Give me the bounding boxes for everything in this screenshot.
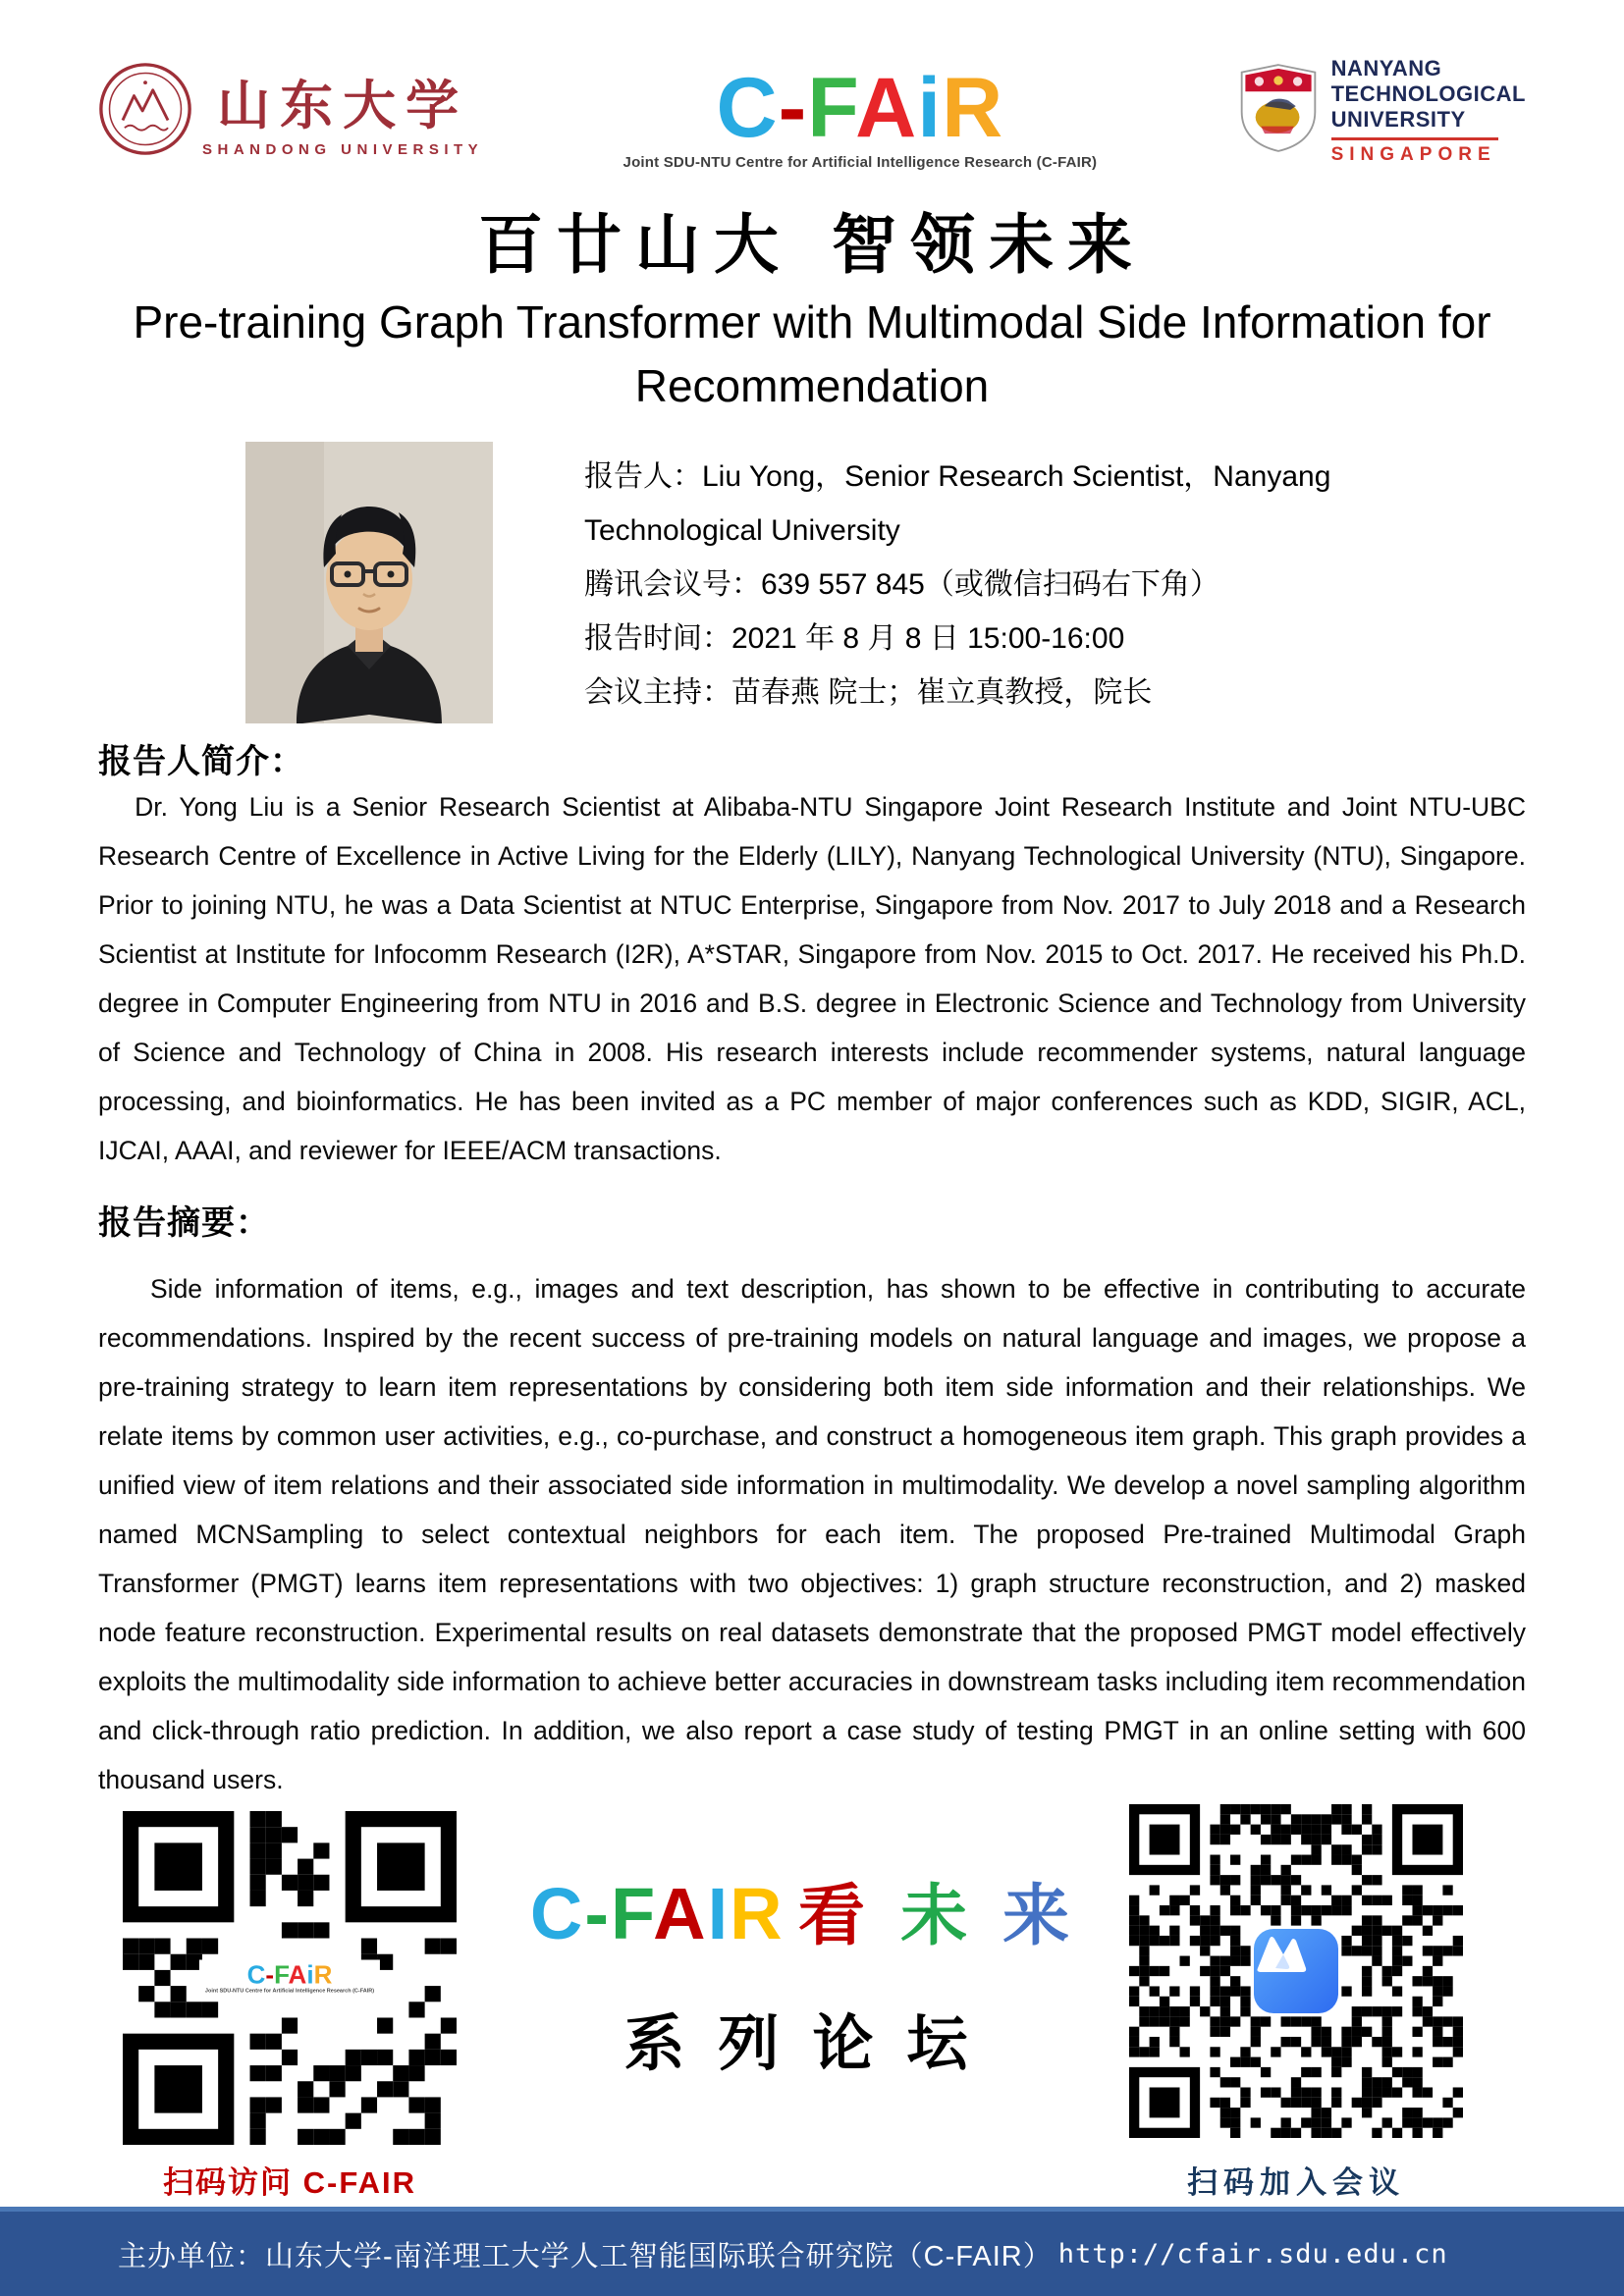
seminar-title: Pre-training Graph Transformer with Multimodal Side Information for Recommendation [133,296,1491,412]
cfair-mini-tagline: Joint SDU-NTU Centre for Artificial Intelligence Research (C-FAIR) [204,1988,375,1995]
talk-time-line: 报告时间：2021 年 8 月 8 日 15:00-16:00 [584,622,1125,655]
meeting-qr-caption: 扫码加入会议 [1187,2165,1405,2200]
cfair-website-link[interactable]: http://cfair.sdu.edu.cn [1057,2238,1448,2269]
speaker-info [584,450,1516,720]
sdu-logo-text [202,64,483,158]
series-banner-line2: 系列论坛 [623,2011,1001,2078]
header-logos [98,37,1526,185]
footer-bar [0,2207,1624,2296]
cfair-qr-logo [199,1960,380,1997]
speaker-info-line1: 报告人：Liu Yong，Senior Research Scientist，Nanyang [584,460,1331,493]
banner-cfair-wordmark: C-FAIR [529,1873,785,1954]
ntu-shield-icon [1237,61,1320,160]
series-banner-line1 [496,1863,1129,1958]
slogan-part1: 百廿山大 [478,210,792,282]
meeting-qr-code [1129,1804,1463,2138]
slogan-part2: 智领未来 [832,210,1146,282]
cfair-tagline: Joint SDU-NTU Centre for Artificial Intelligence Research (C-FAIR) [623,153,1098,171]
ntu-name-line3: UNIVERSITY [1330,106,1466,132]
sdu-name-cn: 山东大学 [217,77,469,135]
ntu-logo-text [1331,56,1526,166]
banner-cjk-text: 看 未 来 [798,1879,1096,1953]
host-line: 会议主持：苗春燕 院士；崔立真教授，院长 [584,676,1153,709]
sdu-logo [98,62,483,161]
sdu-seal-icon [98,62,192,161]
ntu-divider [1331,137,1498,140]
cfair-qr-code [123,1811,457,2145]
meeting-id-line: 腾讯会议号：639 557 845（或微信扫码右下角） [584,568,1219,601]
ntu-country: SINGAPORE [1330,143,1496,165]
ntu-name-line1: NANYANG [1330,56,1442,81]
speaker-photo [245,442,493,723]
cfair-wordmark: C-FAiR [716,60,1004,155]
organizer-text: 主办单位：山东大学-南洋理工大学人工智能国际联合研究院（C-FAIR） [118,2240,1053,2272]
bio-paragraph: Dr. Yong Liu is a Senior Research Scientist at Alibaba-NTU Singapore Joint Research Institute and Joint NTU-UBC Research Centre of Excellence in Active Living for the Elderly (LILY), Nanyang Technological University (NTU), Singapore. Prior to joining NTU, he was a Data Scientist at NTUC Enterprise, Singapore from Nov. 2017 to July 2018 and a Research Scientist at Institute for Infocomm Research (I2R), A*STAR, Singapore from Nov. 2015 to Oct. 2017. He received his Ph.D. degree in Computer Engineering from NTU in 2016 and B.S. degree in Electronic Science and Technology from University of Science and Technology of China in 2008. His research interests include recommender systems, natural language processing, and bioinformatics. He has been invited as a PC member of major conferences such as KDD, SIGIR, ACL, IJCAI, AAAI, and reviewer for IEEE/ACM transactions. [98,792,1526,1165]
ntu-name-line2: TECHNOLOGICAL [1330,81,1526,107]
speaker-info-line2: Technological University [584,514,900,547]
calligraphy-slogan [0,192,1624,286]
cfair-mini-wordmark: C-FAiR [246,1959,333,1990]
sdu-name-en: SHANDONG UNIVERSITY [202,141,484,158]
cfair-qr-caption: 扫码访问 C-FAIR [163,2165,416,2200]
bio-heading: 报告人简介： [98,743,304,780]
abstract-paragraph: Side information of items, e.g., images and text description, has shown to be effective in contributing to accurate recommendations. Inspired by the recent success of pre-training models on natural language and images, we propose a pre-training strategy to learn item representations by considering both item side information and their relationships. We relate items by common user activities, e.g., co-purchase, and construct a homogeneous item graph. This graph provides a unified view of item relations and their associated side information in multimodality. We develop a novel sampling algorithm named MCNSampling to select contextual neighbors for each item. The proposed Pre-trained Multimodal Graph Transformer (PMGT) learns item representations with two objectives: 1) graph structure reconstruction, and 2) masked node feature reconstruction. Experimental results on real datasets demonstrate that the proposed PMGT model effectively exploits the multimodality side information to achieve better accuracies in downstream tasks including item recommendation and click-through ratio prediction. In addition, we also report a case study of testing PMGT in an online setting with 600 thousand users. [98,1274,1526,1794]
abstract-heading: 报告摘要： [98,1204,270,1242]
cfair-logo [623,60,1098,171]
tencent-meeting-icon [1254,1929,1338,2013]
ntu-logo [1237,56,1526,166]
